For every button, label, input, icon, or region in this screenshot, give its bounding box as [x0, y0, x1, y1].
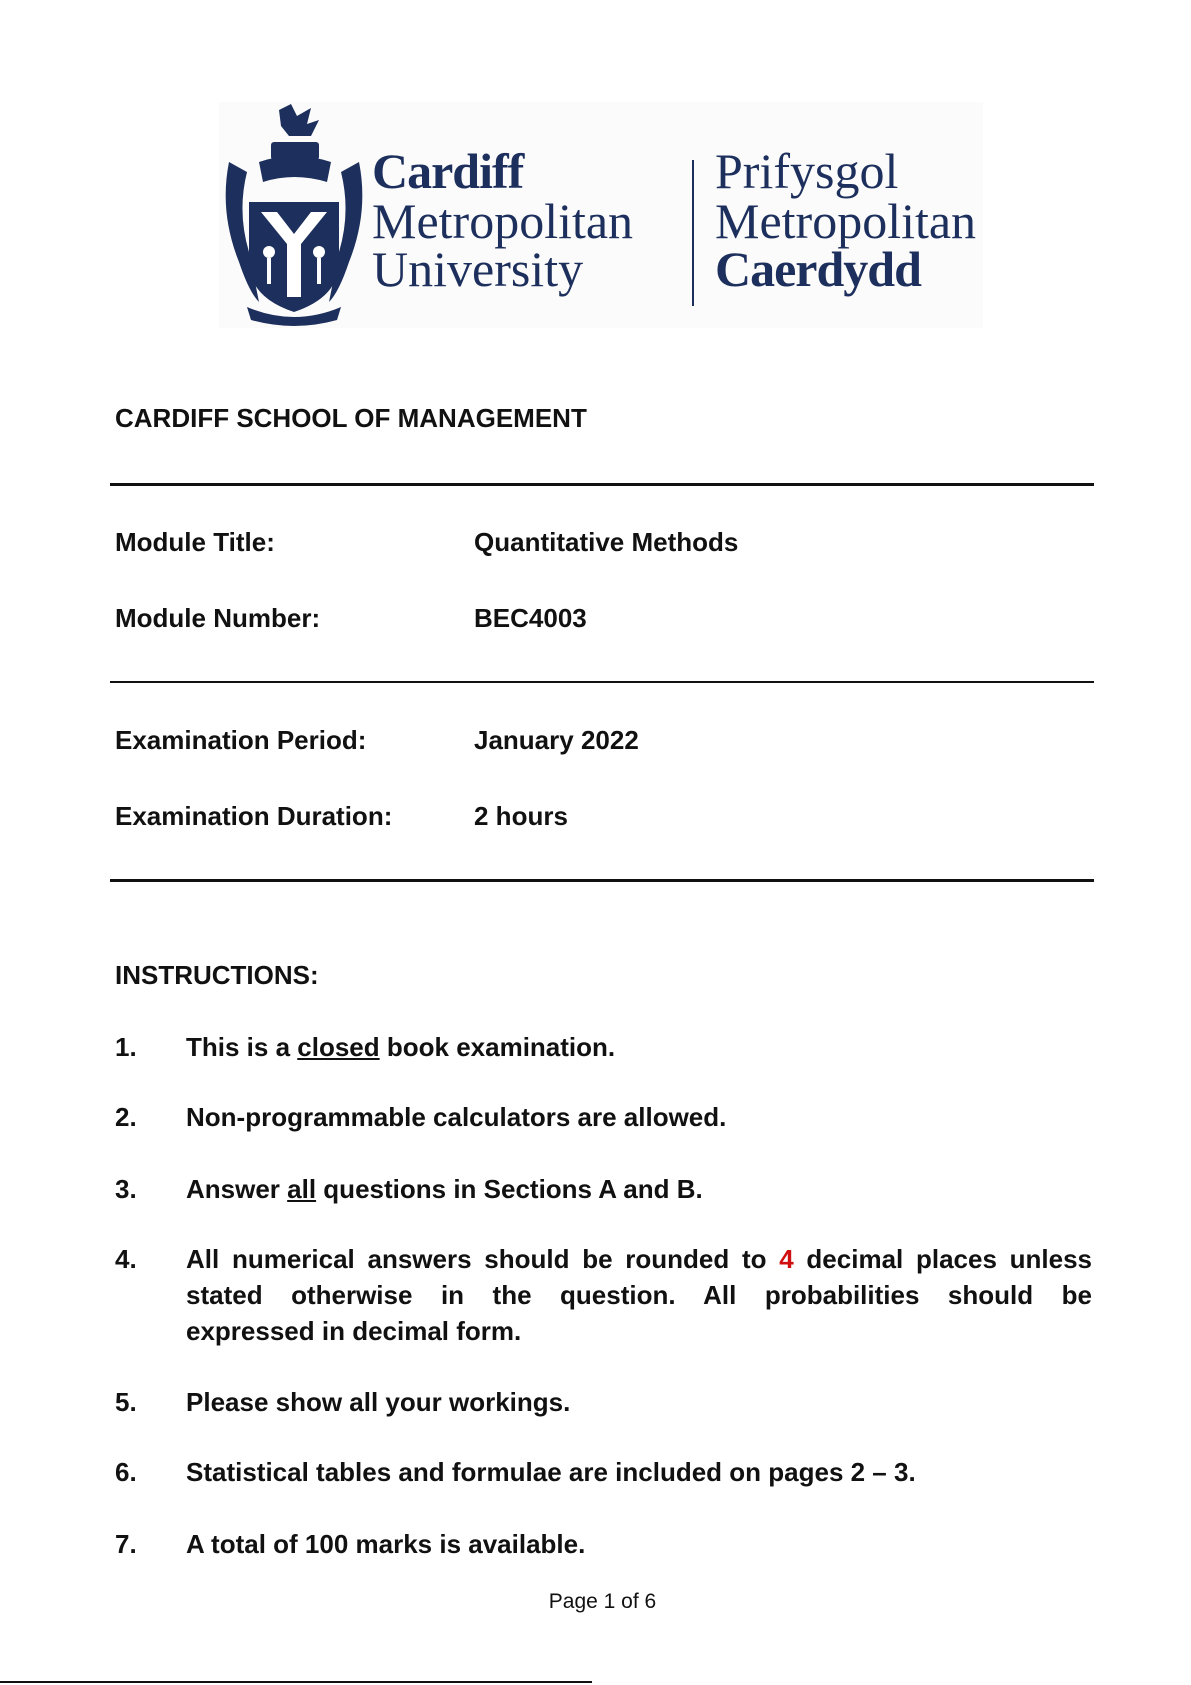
instruction-6: Statistical tables and formulae are included on pages 2 – 3. — [186, 1457, 916, 1487]
instruction-4-line-2: stated otherwise in the question. All probabilities should be — [186, 1280, 1092, 1310]
school-heading: CARDIFF SCHOOL OF MANAGEMENT — [115, 403, 587, 433]
instruction-7: A total of 100 marks is available. — [186, 1529, 586, 1559]
module-number-value: BEC4003 — [474, 603, 587, 633]
instruction-number: 4. — [115, 1244, 137, 1274]
university-logo — [219, 102, 983, 328]
instruction-5: Please show all your workings. — [186, 1387, 571, 1417]
exam-duration-label: Examination Duration: — [115, 801, 393, 831]
logo-text-university: University — [372, 241, 584, 297]
divider — [110, 879, 1094, 882]
instruction-number: 5. — [115, 1387, 137, 1417]
module-number-label: Module Number: — [115, 603, 321, 633]
decimal-places-highlight: 4 — [779, 1244, 794, 1274]
instruction-2: Non-programmable calculators are allowed. — [186, 1102, 727, 1132]
exam-period-label: Examination Period: — [115, 725, 367, 755]
instruction-number: 1. — [115, 1032, 137, 1062]
instruction-number: 3. — [115, 1174, 137, 1204]
page-number: Page 1 of 6 — [548, 1590, 657, 1613]
logo-text-cardiff: Cardiff — [372, 143, 524, 199]
logo-divider — [692, 160, 694, 306]
instruction-number: 7. — [115, 1529, 137, 1559]
module-title-label: Module Title: — [115, 527, 275, 557]
logo-text-metropolitan: Metropolitan — [372, 193, 634, 249]
instructions-heading: INSTRUCTIONS: — [115, 960, 319, 990]
exam-duration-value: 2 hours — [474, 801, 568, 831]
instruction-1: This is a closed book examination. — [186, 1032, 616, 1062]
instruction-3: Answer all questions in Sections A and B. — [186, 1174, 703, 1204]
logo-text-caerdydd: Caerdydd — [715, 241, 921, 297]
instruction-number: 6. — [115, 1457, 137, 1487]
coat-of-arms-icon — [219, 102, 369, 328]
divider — [110, 681, 1094, 683]
logo-text-prifysgol: Prifysgol — [715, 143, 899, 199]
instruction-4-line-3: expressed in decimal form. — [186, 1316, 522, 1346]
module-title-value: Quantitative Methods — [474, 527, 739, 557]
instruction-number: 2. — [115, 1102, 137, 1132]
footer-rule — [0, 1681, 592, 1683]
logo-text-metropolitan-welsh: Metropolitan — [715, 193, 977, 249]
instruction-4-line-1: All numerical answers should be rounded to 4 decimal places unless — [186, 1244, 1092, 1274]
exam-period-value: January 2022 — [474, 725, 639, 755]
divider — [110, 483, 1094, 486]
